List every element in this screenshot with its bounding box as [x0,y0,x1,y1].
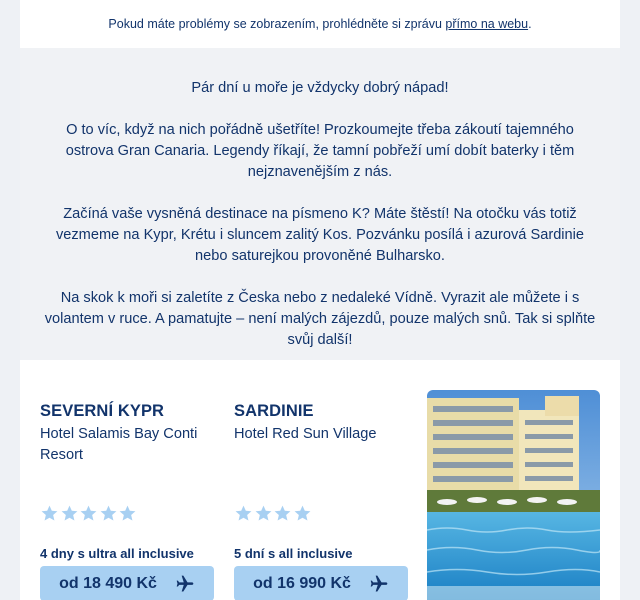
offer-destination[interactable]: SARDINIE [234,402,314,420]
view-online-end: . [528,17,532,31]
price-label: od 16 990 Kč [253,574,351,592]
star-icon [99,504,119,524]
star-rating [40,504,138,528]
star-icon [254,504,274,524]
star-icon [293,504,313,524]
offer-package: 5 dní s all inclusive [234,546,353,561]
hotel-photo[interactable] [427,390,600,600]
star-icon [234,504,254,524]
offer-hotel[interactable]: Hotel Salamis Bay Conti Resort [40,426,198,463]
view-online-link[interactable]: přímo na webu [445,17,529,31]
view-online-text: Pokud máte problémy se zobrazením, prohlédněte si zprávu [108,17,446,31]
star-icon [60,504,80,524]
view-online-bar [20,0,620,48]
offer-destination[interactable]: SEVERNÍ KYPR [40,402,165,420]
star-icon [118,504,138,524]
star-icon [79,504,99,524]
offer-hotel[interactable]: Hotel Red Sun Village [234,426,377,442]
intro-headline: Pár dní u moře je vždycky dobrý nápad! [191,80,449,96]
star-icon [40,504,60,524]
intro-paragraph-1: O to víc, když na nich pořádně ušetříte! Prozkoumejte třeba zákoutí tajemného ostrova Gran Canaria. Legendy říkají, že tamní pobřeží umí dobít baterky i těm nejznavenějším z nás. [65,122,575,180]
star-icon [273,504,293,524]
intro-paragraph-2: Začíná vaše vysněná destinace na písmeno K? Máte štěstí! Na otočku vás totiž vezmeme na Kypr, Krétu i sluncem zalitý Kos. Pozvánku posílá i azurová Sardinie nebo saturejkou provoněné Bulharsko. [55,206,585,264]
intro-section [20,48,620,360]
offer-card-cyprus[interactable] [40,400,218,592]
price-button[interactable] [234,566,408,600]
airplane-icon [369,574,389,594]
airplane-icon [175,574,195,594]
hotel-pool-image [427,390,600,600]
price-button[interactable] [40,566,214,600]
offer-package: 4 dny s ultra all inclusive [40,546,194,561]
star-rating [234,504,312,528]
offers-section [20,360,620,600]
intro-paragraph-3: Na skok k moři si zaletíte z Česka nebo z nedaleké Vídně. Vyrazit ale můžete i s volantem v ruce. A pamatujte – není malých zájezdů, pouze malých snů. Tak si splňte svůj další! [44,290,596,348]
price-label: od 18 490 Kč [59,574,157,592]
offer-card-sardinia[interactable] [234,400,412,592]
